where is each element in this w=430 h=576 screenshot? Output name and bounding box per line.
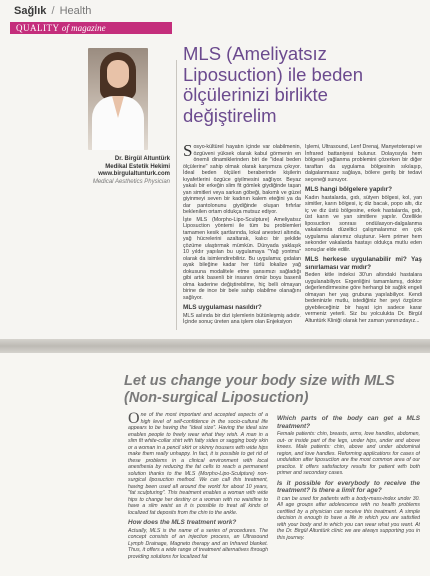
tr-col1-p1: osyo-kültürel hayatın içinde var olabilmenin, özgüveni yüksek olarak kabul görmenin en önemli dinamiklerinden biri de "ideal beden ölçülerine" sahip olmak olarak karşımıza çıkıyor. İdeal beden ölçüleri beraberinde kişilerin kıyafetlerini özgüce giyilmesini sağlıyor. Beyaz yakalı bir erkeğin slim fit gömlek giydiğinde taşan yan simitleri veya sarkan göbeği, bakımlı ve güzel giyinmeyi seven bir kadının kalem eteğini ya da dar pantolonunu giydiğinde oluşan fırfırlar beklenilen ortam oldukça mutsuz ediyor. [183, 144, 301, 215]
tr-col1-p2: İşte MLS (Morpho-Lipo-Sculpture) Ameliyatsız Liposuction yöntemi ile tüm bu problemleri tamamen kesik şartlarında, lokal anestezi altında, yağ hücrelerini azaltarak, kalıcı bir şekilde çözüme ulaştırmak mümkün. Dünyada yaklaşık 10 yıldır yapılan bu uygulamaya "Yağ yontma" olarak da isimlendirebiliriz. Bu uygulama; gıdalan ayak bileğine kadar her türlü lokalize yağ dokusuna modalitele etme şansımızı sağladığı gibi artık basenli bir insanın ömür boyu basenli olma kaderine değiştirebilme, hiç belli olmayan birine de ince bir bele sahip olabilme olanağını sağlıyor. [183, 216, 301, 301]
author-photo [88, 48, 148, 150]
magazine-banner [10, 22, 172, 34]
en-col2-subheading-1: Which parts of the body can get a MLS treatment? [277, 415, 420, 430]
en-col2-subheading-2: Is it possible for everybody to receive the treatment? Is there a limit for age? [277, 479, 420, 495]
author-website: www.birgulaltunturk.com [98, 171, 170, 178]
column-divider [176, 60, 177, 330]
author-byline [70, 156, 170, 186]
article-tr-col1 [183, 144, 301, 336]
author-title: Medikal Estetik Hekimi [105, 163, 170, 170]
article-en-col1 [128, 412, 268, 576]
article-headline-tr: MLS (Ameliyatsız Liposuction) ile beden ölçülerinizi birlikte değiştirelim [183, 43, 363, 126]
dropcap-en: O [128, 412, 140, 427]
tr-col1-p3: MLS aslında bir dizi işlemlerin bütünleşmiş adıdır. İçinde sonuç üreten ana işlem olan Enjeksiyon [183, 312, 301, 326]
tr-col2-p1: İşlemi, Ultrasound, Lenf Drenaj, Manyetoterapi ve İnfrared battaniyesi bulunur. Dolayısıyla hem bölgesel yağlanma problemini çözerken bir diğer taraftan da uygulama bölgesinin sıkılaşıp, dalgalanmasız sağlaya, bölere gerilş bir tedavi seçeneği sunuyor. [305, 144, 422, 183]
section-label [14, 5, 91, 17]
article-headline-en: Let us change your body size with MLS (Non-surgical Liposuction) [124, 373, 395, 406]
article-tr-col2 [305, 144, 422, 336]
page-fold [0, 339, 430, 353]
dropcap-tr: S [183, 144, 193, 160]
tr-col2-subheading-2: MLS herkese uygulanabilir mi? Yaş sınırlaması var mıdır? [305, 256, 422, 271]
tr-col2-p2: Kadın hastalarda, gıdı, sütyen bölgesi, kol, yan simitler, karın bölgesi, iç diz bacak, popo altı, diz iç ve diz üstü bölgesine, erkek hastalarda, gıdı, üst karın ve yan simitlere yapılır. Özellikle liposuction sonrası ondülasyon-dalgalanma vakalarında düzeltici çalışmalarımız en çok uygulama alanımız oluşturur. Hem primer hem sekonder vakalarda hastayı oldukça mutlu eden sonuçlar elde edilir. [305, 194, 422, 253]
en-col1-p2: Actually, MLS is the name of a series of procedures. The concept consists of an injection process, an Ultrasound Lymph Drainage, Magneto therapy and an Infrared blanket. Thus, it offers a wide range of treatment alternatives through providing solutions for localized fat [128, 527, 268, 560]
en-col2-p1: Female patients: chin, breasts, arms, love handles, abdomen, out- or inside part of the legs, under hips, under and above knees. Male patients: chin, above and under abdominal region, and love handles. Reforming applications for cases of undulation after liposuction are the most common area of our practice. It offers satisfactory results for patient with both primer and secondary cases. [277, 431, 420, 477]
en-col1-p1: ne of the most important and accepted aspects of a high level of self-confidence in the socio-cultural life appears to be having the "ideal size". Having the ideal size enables people to freely wear what they wish. A man in a slim fit white-collar shirt with fatty sides or sagging body skin or a woman in a pencil skirt or skinny trousers with wide hips make them really unhappy. In fact, it is possible to get rid of these problems in a clinical environment with local anesthesia by reducing the fat cells to reach a permanent solution thanks to the MLS (Morpho-Lipo-Sculpture) non-surgical liposuction method. We can call this treatment, having been used all around the world for about 10 years, "fat sculpturing". This treatment enables a woman with wide hips to change her destiny or a woman with no waistline to have a slim waist as it is possible to treat all kinds of localized fat deposits from the chin to the ankle. [128, 412, 268, 516]
article-en-col2 [277, 412, 420, 576]
section-separator: / [51, 5, 55, 17]
tr-col2-p3: Beden kitle indeksi 30'un altındaki hastalara uygulanabiliyor. Ergenliğini tamamlamış, doktor değerlendirmesine göre herhangi bir sağlık engeli olmayan her yaş grubuna yapılabiliyor. Kendi bedeninizle mutlu, istediğiniz her şeyi özgürce giyebileceğiniz bir hayat için sadece karar vermeniz yeterli. Siz bu yolculukta Dr. Birgül Altuntürk Kliniği olarak her zaman yanınızdayız... [305, 272, 422, 324]
tr-col1-subheading: MLS uygulaması nasıldır? [183, 304, 262, 311]
en-col1-subheading: How does the MLS treatment work? [128, 519, 237, 526]
section-tr: Sağlık [14, 5, 47, 17]
magazine-of: of magazine [61, 23, 106, 33]
author-name: Dr. Birgül Altuntürk [114, 156, 170, 162]
magazine-quality: QUALITY [16, 23, 60, 33]
tr-col2-subheading-1: MLS hangi bölgelere yapılır? [305, 186, 392, 193]
author-role-en: Medical Aesthetics Physician [92, 178, 170, 185]
section-en: Health [59, 5, 92, 17]
en-col2-p2: It can be used for patients with a body-mass-index under 30. All age groups after adolescence with no health problems certified by a physician can receive this treatment. A simple decision is enough to have a life in which you are satisfied with your body and in which you can wear what you want. At the Dr. Birgül Altuntürk clinic we are always supporting you in this journey. [277, 495, 420, 541]
